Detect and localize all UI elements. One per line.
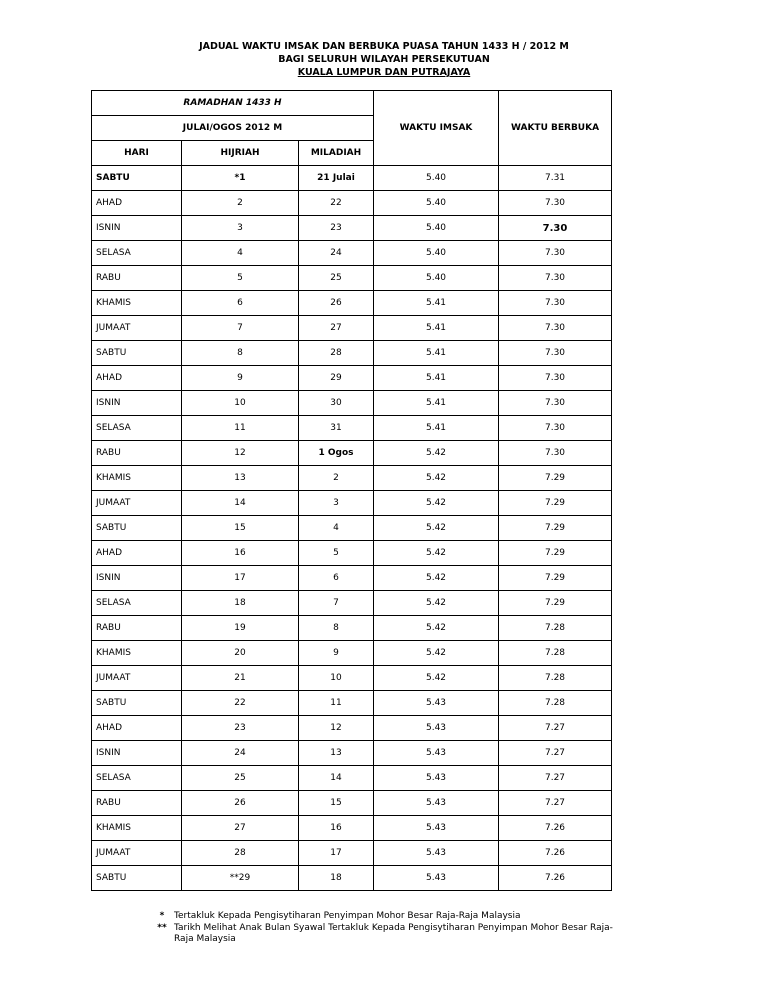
imsak-header: WAKTU IMSAK	[374, 91, 499, 166]
berbuka-cell: 7.30	[499, 391, 612, 416]
imsak-cell: 5.42	[374, 466, 499, 491]
table-row	[92, 266, 612, 291]
footnote-mark: **	[157, 922, 167, 933]
berbuka-cell: 7.30	[499, 266, 612, 291]
miladiah-cell: 24	[299, 241, 374, 266]
miladiah-cell: 25	[299, 266, 374, 291]
day-cell: JUMAAT	[92, 491, 182, 516]
table-row	[92, 866, 612, 891]
day-cell: SELASA	[92, 241, 182, 266]
imsak-cell: 5.42	[374, 616, 499, 641]
berbuka-cell: 7.26	[499, 841, 612, 866]
miladiah-cell: 9	[299, 641, 374, 666]
imsak-cell: 5.40	[374, 216, 499, 241]
miladiah-cell: 17	[299, 841, 374, 866]
berbuka-cell: 7.30	[499, 416, 612, 441]
footnote	[150, 923, 620, 946]
imsak-cell: 5.41	[374, 366, 499, 391]
miladiah-cell: 3	[299, 491, 374, 516]
table-row	[92, 816, 612, 841]
day-cell: SABTU	[92, 866, 182, 891]
day-cell: RABU	[92, 441, 182, 466]
imsak-cell: 5.43	[374, 841, 499, 866]
day-cell: ISNIN	[92, 216, 182, 241]
berbuka-cell: 7.30	[499, 341, 612, 366]
title-line-2: BAGI SELURUH WILAYAH PERSEKUTUAN	[278, 54, 490, 65]
miladiah-cell: 30	[299, 391, 374, 416]
miladiah-cell: 12	[299, 716, 374, 741]
table-row	[92, 691, 612, 716]
berbuka-cell: 7.29	[499, 466, 612, 491]
miladiah-cell: 14	[299, 766, 374, 791]
miladiah-cell: 28	[299, 341, 374, 366]
berbuka-cell: 7.29	[499, 541, 612, 566]
table-row	[92, 541, 612, 566]
table-row	[92, 316, 612, 341]
miladiah-cell: 26	[299, 291, 374, 316]
imsak-cell: 5.40	[374, 241, 499, 266]
berbuka-cell: 7.28	[499, 691, 612, 716]
imsak-cell: 5.42	[374, 516, 499, 541]
day-cell: AHAD	[92, 541, 182, 566]
imsak-cell: 5.43	[374, 716, 499, 741]
hijriah-cell: 11	[182, 416, 299, 441]
table-row	[92, 191, 612, 216]
imsak-cell: 5.41	[374, 291, 499, 316]
hijriah-cell: 24	[182, 741, 299, 766]
day-cell: KHAMIS	[92, 291, 182, 316]
hijriah-header: HIJRIAH	[182, 141, 299, 166]
berbuka-cell: 7.28	[499, 616, 612, 641]
table-row	[92, 716, 612, 741]
berbuka-cell: 7.30	[499, 316, 612, 341]
hijriah-cell: 8	[182, 341, 299, 366]
hijriah-cell: 6	[182, 291, 299, 316]
hijriah-cell: 7	[182, 316, 299, 341]
hijriah-cell: 14	[182, 491, 299, 516]
miladiah-cell: 10	[299, 666, 374, 691]
table-row	[92, 341, 612, 366]
day-cell: AHAD	[92, 716, 182, 741]
hijriah-cell: 4	[182, 241, 299, 266]
berbuka-cell: 7.27	[499, 716, 612, 741]
footnote	[150, 911, 620, 923]
day-cell: SABTU	[92, 516, 182, 541]
footnote-mark: *	[159, 911, 165, 921]
hijriah-cell: 18	[182, 591, 299, 616]
table-row	[92, 741, 612, 766]
berbuka-cell: 7.30	[499, 191, 612, 216]
imsak-cell: 5.41	[374, 341, 499, 366]
table-row	[92, 441, 612, 466]
title-line-1: JADUAL WAKTU IMSAK DAN BERBUKA PUASA TAHUN 1433 H / 2012 M	[199, 41, 569, 52]
miladiah-cell: 23	[299, 216, 374, 241]
table-row	[92, 841, 612, 866]
hijriah-cell: 13	[182, 466, 299, 491]
hijriah-cell: 26	[182, 791, 299, 816]
miladiah-cell: 8	[299, 616, 374, 641]
document-title	[0, 40, 768, 79]
miladiah-cell: 15	[299, 791, 374, 816]
day-cell: SELASA	[92, 591, 182, 616]
berbuka-cell: 7.30	[499, 441, 612, 466]
hijriah-cell: 16	[182, 541, 299, 566]
imsak-cell: 5.41	[374, 316, 499, 341]
table-row	[92, 216, 612, 241]
table-row	[92, 466, 612, 491]
table-row	[92, 291, 612, 316]
berbuka-cell: 7.29	[499, 491, 612, 516]
miladiah-cell: 1 Ogos	[299, 441, 374, 466]
table-row	[92, 591, 612, 616]
hijriah-cell: 5	[182, 266, 299, 291]
hijriah-cell: 20	[182, 641, 299, 666]
miladiah-cell: 22	[299, 191, 374, 216]
hari-header: HARI	[92, 141, 182, 166]
table-row	[92, 366, 612, 391]
table-row	[92, 791, 612, 816]
hijriah-cell: 19	[182, 616, 299, 641]
imsak-cell: 5.41	[374, 416, 499, 441]
berbuka-cell: 7.27	[499, 791, 612, 816]
table-row	[92, 241, 612, 266]
berbuka-cell: 7.28	[499, 641, 612, 666]
day-cell: ISNIN	[92, 566, 182, 591]
hijriah-cell: 22	[182, 691, 299, 716]
miladiah-cell: 18	[299, 866, 374, 891]
day-cell: KHAMIS	[92, 816, 182, 841]
berbuka-cell: 7.29	[499, 566, 612, 591]
miladiah-cell: 7	[299, 591, 374, 616]
table-row	[92, 641, 612, 666]
footnote-text: Tertakluk Kepada Pengisytiharan Penyimpan Mohor Besar Raja-Raja Malaysia	[174, 911, 521, 921]
miladiah-cell: 2	[299, 466, 374, 491]
berbuka-cell: 7.30	[499, 366, 612, 391]
table-row	[92, 766, 612, 791]
imsak-cell: 5.43	[374, 741, 499, 766]
title-line-3: KUALA LUMPUR DAN PUTRAJAYA	[297, 67, 471, 78]
hijriah-cell: 28	[182, 841, 299, 866]
miladiah-cell: 29	[299, 366, 374, 391]
table-row	[92, 616, 612, 641]
day-cell: SABTU	[92, 691, 182, 716]
imsak-cell: 5.40	[374, 266, 499, 291]
day-cell: ISNIN	[92, 741, 182, 766]
hijriah-cell: 12	[182, 441, 299, 466]
hijriah-cell: 25	[182, 766, 299, 791]
imsak-cell: 5.42	[374, 641, 499, 666]
imsak-cell: 5.42	[374, 441, 499, 466]
day-cell: SELASA	[92, 766, 182, 791]
table-row	[92, 666, 612, 691]
hijriah-cell: 21	[182, 666, 299, 691]
hijriah-cell: 10	[182, 391, 299, 416]
day-cell: JUMAAT	[92, 841, 182, 866]
hijriah-cell: **29	[182, 866, 299, 891]
day-cell: JUMAAT	[92, 666, 182, 691]
imsak-cell: 5.42	[374, 541, 499, 566]
imsak-cell: 5.43	[374, 866, 499, 891]
table-row	[92, 166, 612, 191]
day-cell: KHAMIS	[92, 466, 182, 491]
footnotes	[150, 911, 620, 946]
berbuka-cell: 7.30	[499, 241, 612, 266]
imsak-cell: 5.43	[374, 816, 499, 841]
schedule-table	[91, 90, 612, 891]
hijriah-cell: 27	[182, 816, 299, 841]
month-hijri-header: RAMADHAN 1433 H	[92, 91, 374, 116]
imsak-cell: 5.42	[374, 591, 499, 616]
day-cell: AHAD	[92, 366, 182, 391]
day-cell: RABU	[92, 791, 182, 816]
imsak-cell: 5.43	[374, 691, 499, 716]
hijriah-cell: 17	[182, 566, 299, 591]
imsak-cell: 5.42	[374, 491, 499, 516]
footnote-text: Tarikh Melihat Anak Bulan Syawal Tertakluk Kepada Pengisytiharan Penyimpan Mohor Besar Raja-Raja Malaysia	[174, 922, 613, 944]
berbuka-cell: 7.31	[499, 166, 612, 191]
table-row	[92, 391, 612, 416]
imsak-cell: 5.42	[374, 566, 499, 591]
day-cell: RABU	[92, 266, 182, 291]
hijriah-cell: *1	[182, 166, 299, 191]
month-greg-header: JULAI/OGOS 2012 M	[92, 116, 374, 141]
day-cell: JUMAAT	[92, 316, 182, 341]
miladiah-cell: 21 Julai	[299, 166, 374, 191]
day-cell: SELASA	[92, 416, 182, 441]
berbuka-cell: 7.27	[499, 766, 612, 791]
berbuka-cell: 7.26	[499, 866, 612, 891]
imsak-cell: 5.43	[374, 791, 499, 816]
day-cell: SABTU	[92, 166, 182, 191]
berbuka-cell: 7.27	[499, 741, 612, 766]
berbuka-cell: 7.29	[499, 591, 612, 616]
miladiah-cell: 5	[299, 541, 374, 566]
table-row	[92, 416, 612, 441]
berbuka-cell: 7.30	[499, 291, 612, 316]
table-row	[92, 516, 612, 541]
hijriah-cell: 23	[182, 716, 299, 741]
miladiah-header: MILADIAH	[299, 141, 374, 166]
berbuka-cell: 7.26	[499, 816, 612, 841]
imsak-cell: 5.43	[374, 766, 499, 791]
day-cell: ISNIN	[92, 391, 182, 416]
miladiah-cell: 11	[299, 691, 374, 716]
miladiah-cell: 16	[299, 816, 374, 841]
hijriah-cell: 9	[182, 366, 299, 391]
hijriah-cell: 3	[182, 216, 299, 241]
berbuka-header: WAKTU BERBUKA	[499, 91, 612, 166]
miladiah-cell: 13	[299, 741, 374, 766]
day-cell: RABU	[92, 616, 182, 641]
day-cell: AHAD	[92, 191, 182, 216]
miladiah-cell: 6	[299, 566, 374, 591]
hijriah-cell: 15	[182, 516, 299, 541]
imsak-cell: 5.41	[374, 391, 499, 416]
miladiah-cell: 27	[299, 316, 374, 341]
berbuka-cell: 7.30	[499, 216, 612, 241]
miladiah-cell: 4	[299, 516, 374, 541]
imsak-cell: 5.40	[374, 191, 499, 216]
table-row	[92, 566, 612, 591]
day-cell: SABTU	[92, 341, 182, 366]
miladiah-cell: 31	[299, 416, 374, 441]
berbuka-cell: 7.29	[499, 516, 612, 541]
imsak-cell: 5.42	[374, 666, 499, 691]
hijriah-cell: 2	[182, 191, 299, 216]
berbuka-cell: 7.28	[499, 666, 612, 691]
imsak-cell: 5.40	[374, 166, 499, 191]
table-row	[92, 491, 612, 516]
day-cell: KHAMIS	[92, 641, 182, 666]
